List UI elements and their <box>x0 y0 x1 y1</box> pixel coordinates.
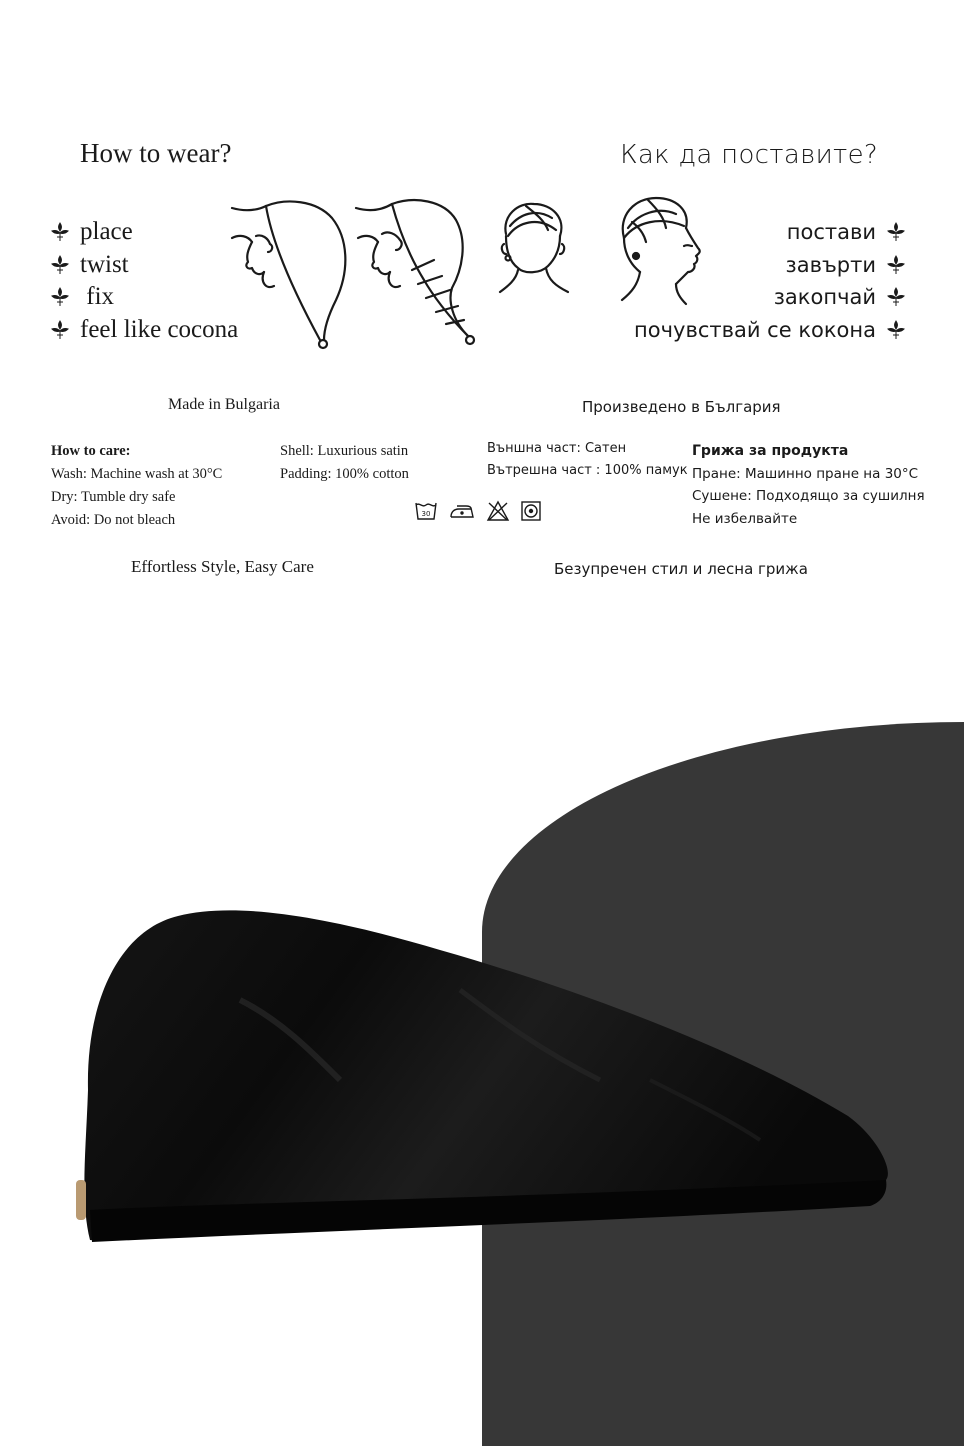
fleur-de-lis-icon <box>50 287 70 307</box>
material-line: Padding: 100% cotton <box>280 466 409 482</box>
made-in-label-bg: Произведено в България <box>582 398 781 416</box>
tagline-bg: Безупречен стил и лесна грижа <box>554 560 808 578</box>
material-info-en <box>280 440 409 486</box>
wash-30-icon <box>414 500 438 522</box>
fix-illustration <box>496 196 571 305</box>
step-label: feel like cocona <box>80 315 239 343</box>
feel-illustration <box>614 192 709 311</box>
step-label: почувствай се кокона <box>634 317 876 342</box>
fleur-de-lis-icon <box>886 320 906 340</box>
material-line: Вътрешна част : 100% памук <box>487 463 688 478</box>
fleur-de-lis-icon <box>886 255 906 275</box>
tumble-dry-icon <box>520 500 542 522</box>
satin-hair-towel-image <box>40 880 910 1264</box>
care-line: Сушене: Подходящо за сушилня <box>692 488 925 504</box>
wash-temp-label: 30 <box>421 510 431 518</box>
step-label: постави <box>786 220 876 245</box>
care-line: Dry: Tumble dry safe <box>51 489 176 505</box>
how-to-wear-title-bg: Как да поставите? <box>620 140 878 170</box>
step-item <box>50 314 238 347</box>
care-line: Wash: Machine wash at 30°C <box>51 466 223 482</box>
care-symbols <box>414 500 542 522</box>
material-line: Външна част: Сатен <box>487 441 627 456</box>
care-instructions-en <box>51 440 222 532</box>
step-label: завърти <box>785 252 876 277</box>
fleur-de-lis-icon <box>50 320 70 340</box>
care-instructions-bg <box>692 440 925 530</box>
care-heading: How to care: <box>51 443 131 459</box>
care-heading: Грижа за продукта <box>692 443 849 459</box>
step-item <box>50 216 238 249</box>
tagline: Effortless Style, Easy Care <box>131 557 314 576</box>
step-item <box>50 281 238 314</box>
fleur-de-lis-icon <box>50 255 70 275</box>
made-in-label: Made in Bulgaria <box>168 396 280 413</box>
step-label: закопчай <box>773 285 876 310</box>
no-bleach-icon <box>486 500 510 522</box>
care-line: Не избелвайте <box>692 510 798 527</box>
fleur-de-lis-icon <box>50 222 70 242</box>
steps-list-en <box>50 216 238 346</box>
care-line: Avoid: Do not bleach <box>51 512 176 528</box>
step-label: place <box>80 218 133 246</box>
fleur-de-lis-icon <box>886 287 906 307</box>
step-item <box>634 314 906 347</box>
fleur-de-lis-icon <box>886 222 906 242</box>
place-illustration <box>226 190 356 359</box>
care-line: Пране: Машинно пране на 30°C <box>692 465 919 482</box>
iron-icon <box>448 500 476 522</box>
twist-illustration <box>352 190 482 359</box>
step-item <box>50 249 238 282</box>
how-to-wear-title: How to wear? <box>80 138 232 168</box>
material-line: Shell: Luxurious satin <box>280 443 409 459</box>
material-info-bg <box>487 438 688 482</box>
step-label: twist <box>80 250 129 278</box>
step-label: fix <box>80 283 115 311</box>
